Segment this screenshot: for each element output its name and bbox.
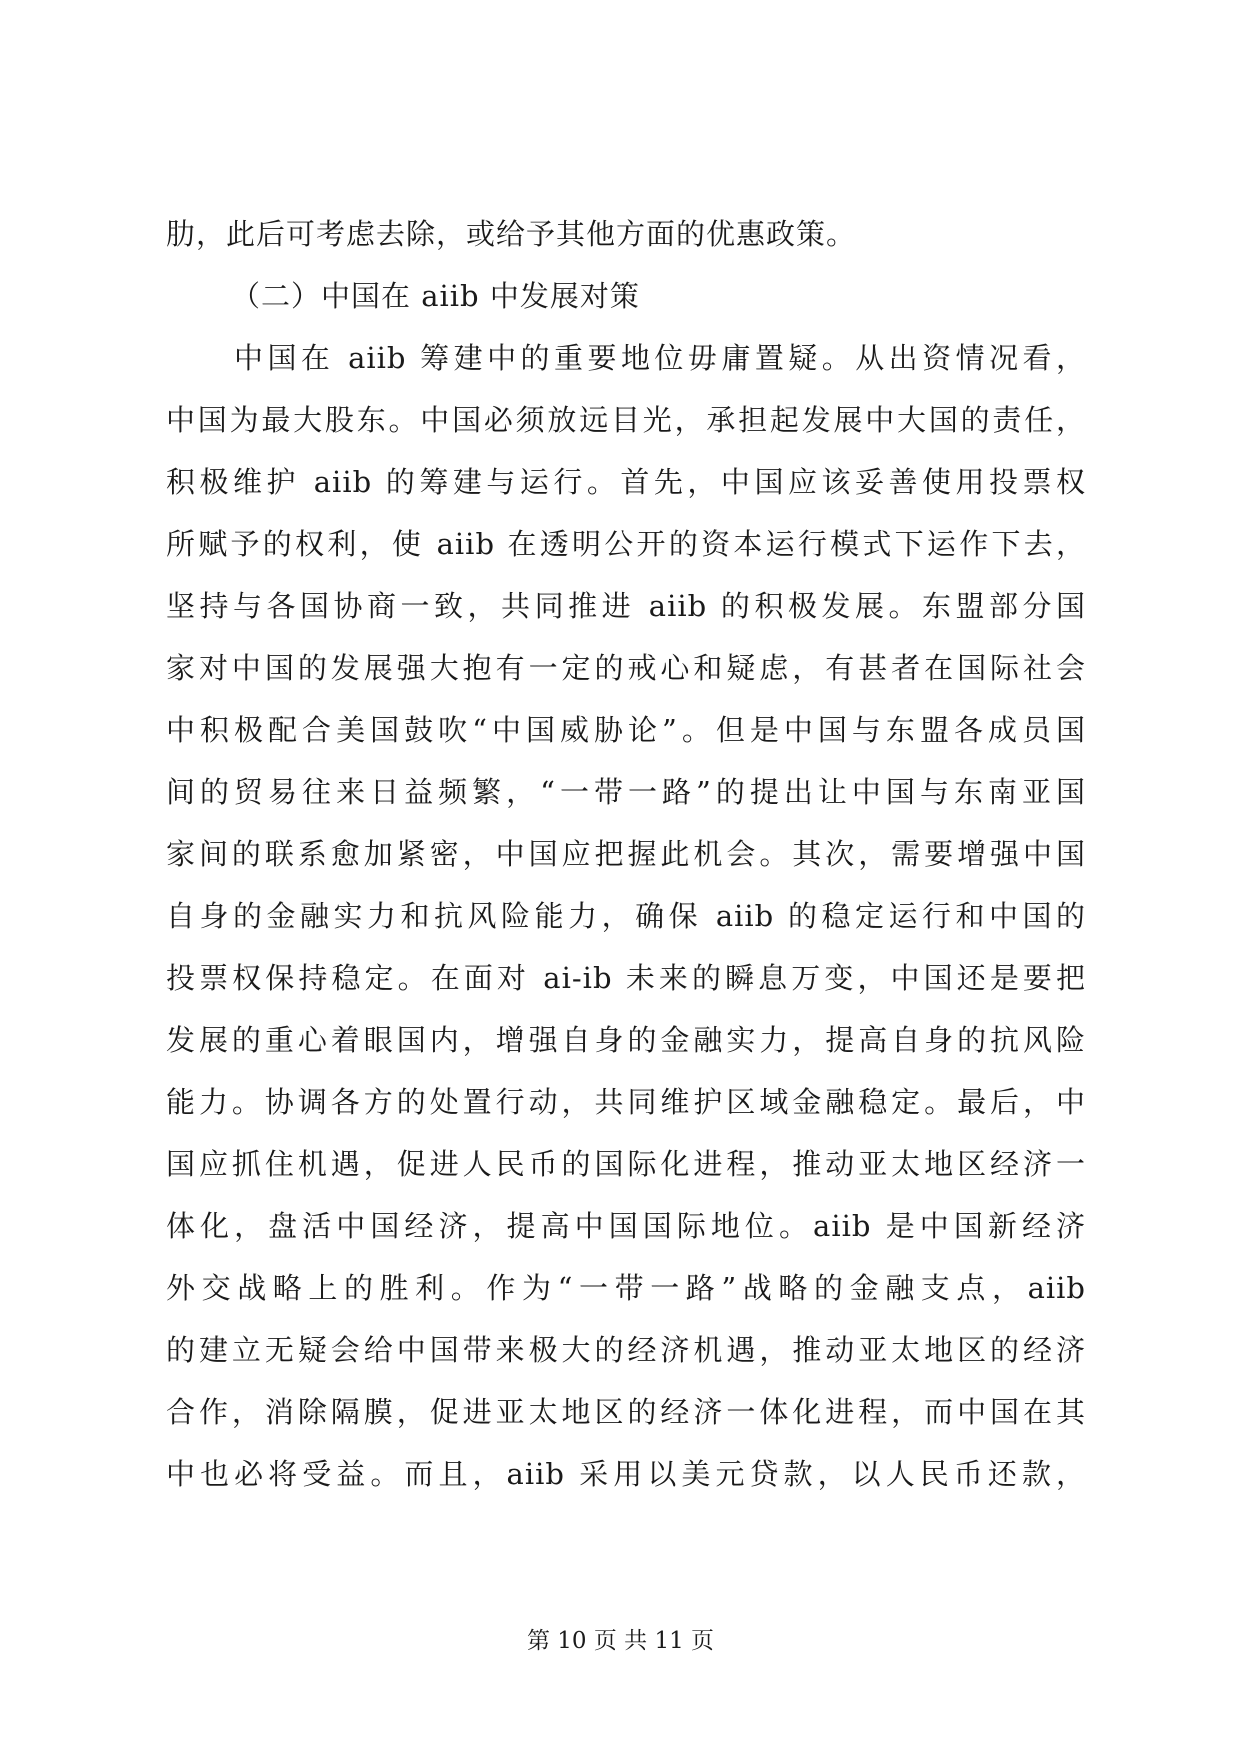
text-line: 间的贸易往来日益频繁，“一带一路”的提出让中国与东南亚国 [166, 775, 1086, 809]
text-line: 所赋予的权利，使 aiib 在透明公开的资本运行模式下运作下去， [166, 527, 1086, 561]
text-line: 中国在 aiib 筹建中的重要地位毋庸置疑。从出资情况看， [234, 341, 1086, 375]
text-line: 能力。协调各方的处置行动，共同维护区域金融稳定。最后，中 [166, 1085, 1086, 1119]
text-line: 合作，消除隔膜，促进亚太地区的经济一体化进程，而中国在其 [166, 1395, 1086, 1429]
text-line: 家间的联系愈加紧密，中国应把握此机会。其次，需要增强中国 [166, 837, 1086, 871]
text-line: 发展的重心着眼国内，增强自身的金融实力，提高自身的抗风险 [166, 1023, 1086, 1057]
document-body [166, 203, 1086, 1505]
text-line: 肋，此后可考虑去除，或给予其他方面的优惠政策。 [166, 217, 857, 251]
text-line: 积极维护 aiib 的筹建与运行。首先，中国应该妥善使用投票权 [166, 465, 1086, 499]
text-line: 国应抓住机遇，促进人民币的国际化进程，推动亚太地区经济一 [166, 1147, 1086, 1181]
text-line: 外交战略上的胜利。作为“一带一路”战略的金融支点，aiib [166, 1271, 1086, 1305]
text-line: 中也必将受益。而且，aiib 采用以美元贷款，以人民币还款， [166, 1457, 1086, 1491]
section-heading: （二）中国在 aiib 中发展对策 [231, 279, 640, 313]
text-line: 中国为最大股东。中国必须放远目光，承担起发展中大国的责任， [166, 403, 1086, 437]
text-line: 体化，盘活中国经济，提高中国国际地位。aiib 是中国新经济 [166, 1209, 1086, 1243]
text-line: 中积极配合美国鼓吹“中国威胁论”。但是中国与东盟各成员国 [166, 713, 1086, 747]
text-line: 自身的金融实力和抗风险能力，确保 aiib 的稳定运行和中国的 [166, 899, 1086, 933]
page-number-footer: 第 10 页 共 11 页 [526, 1628, 715, 1654]
text-line: 的建立无疑会给中国带来极大的经济机遇，推动亚太地区的经济 [166, 1333, 1086, 1367]
text-line: 家对中国的发展强大抱有一定的戒心和疑虑，有甚者在国际社会 [166, 651, 1086, 685]
text-line: 投票权保持稳定。在面对 ai-ib 未来的瞬息万变，中国还是要把 [166, 961, 1086, 995]
text-line: 坚持与各国协商一致，共同推进 aiib 的积极发展。东盟部分国 [166, 589, 1086, 623]
